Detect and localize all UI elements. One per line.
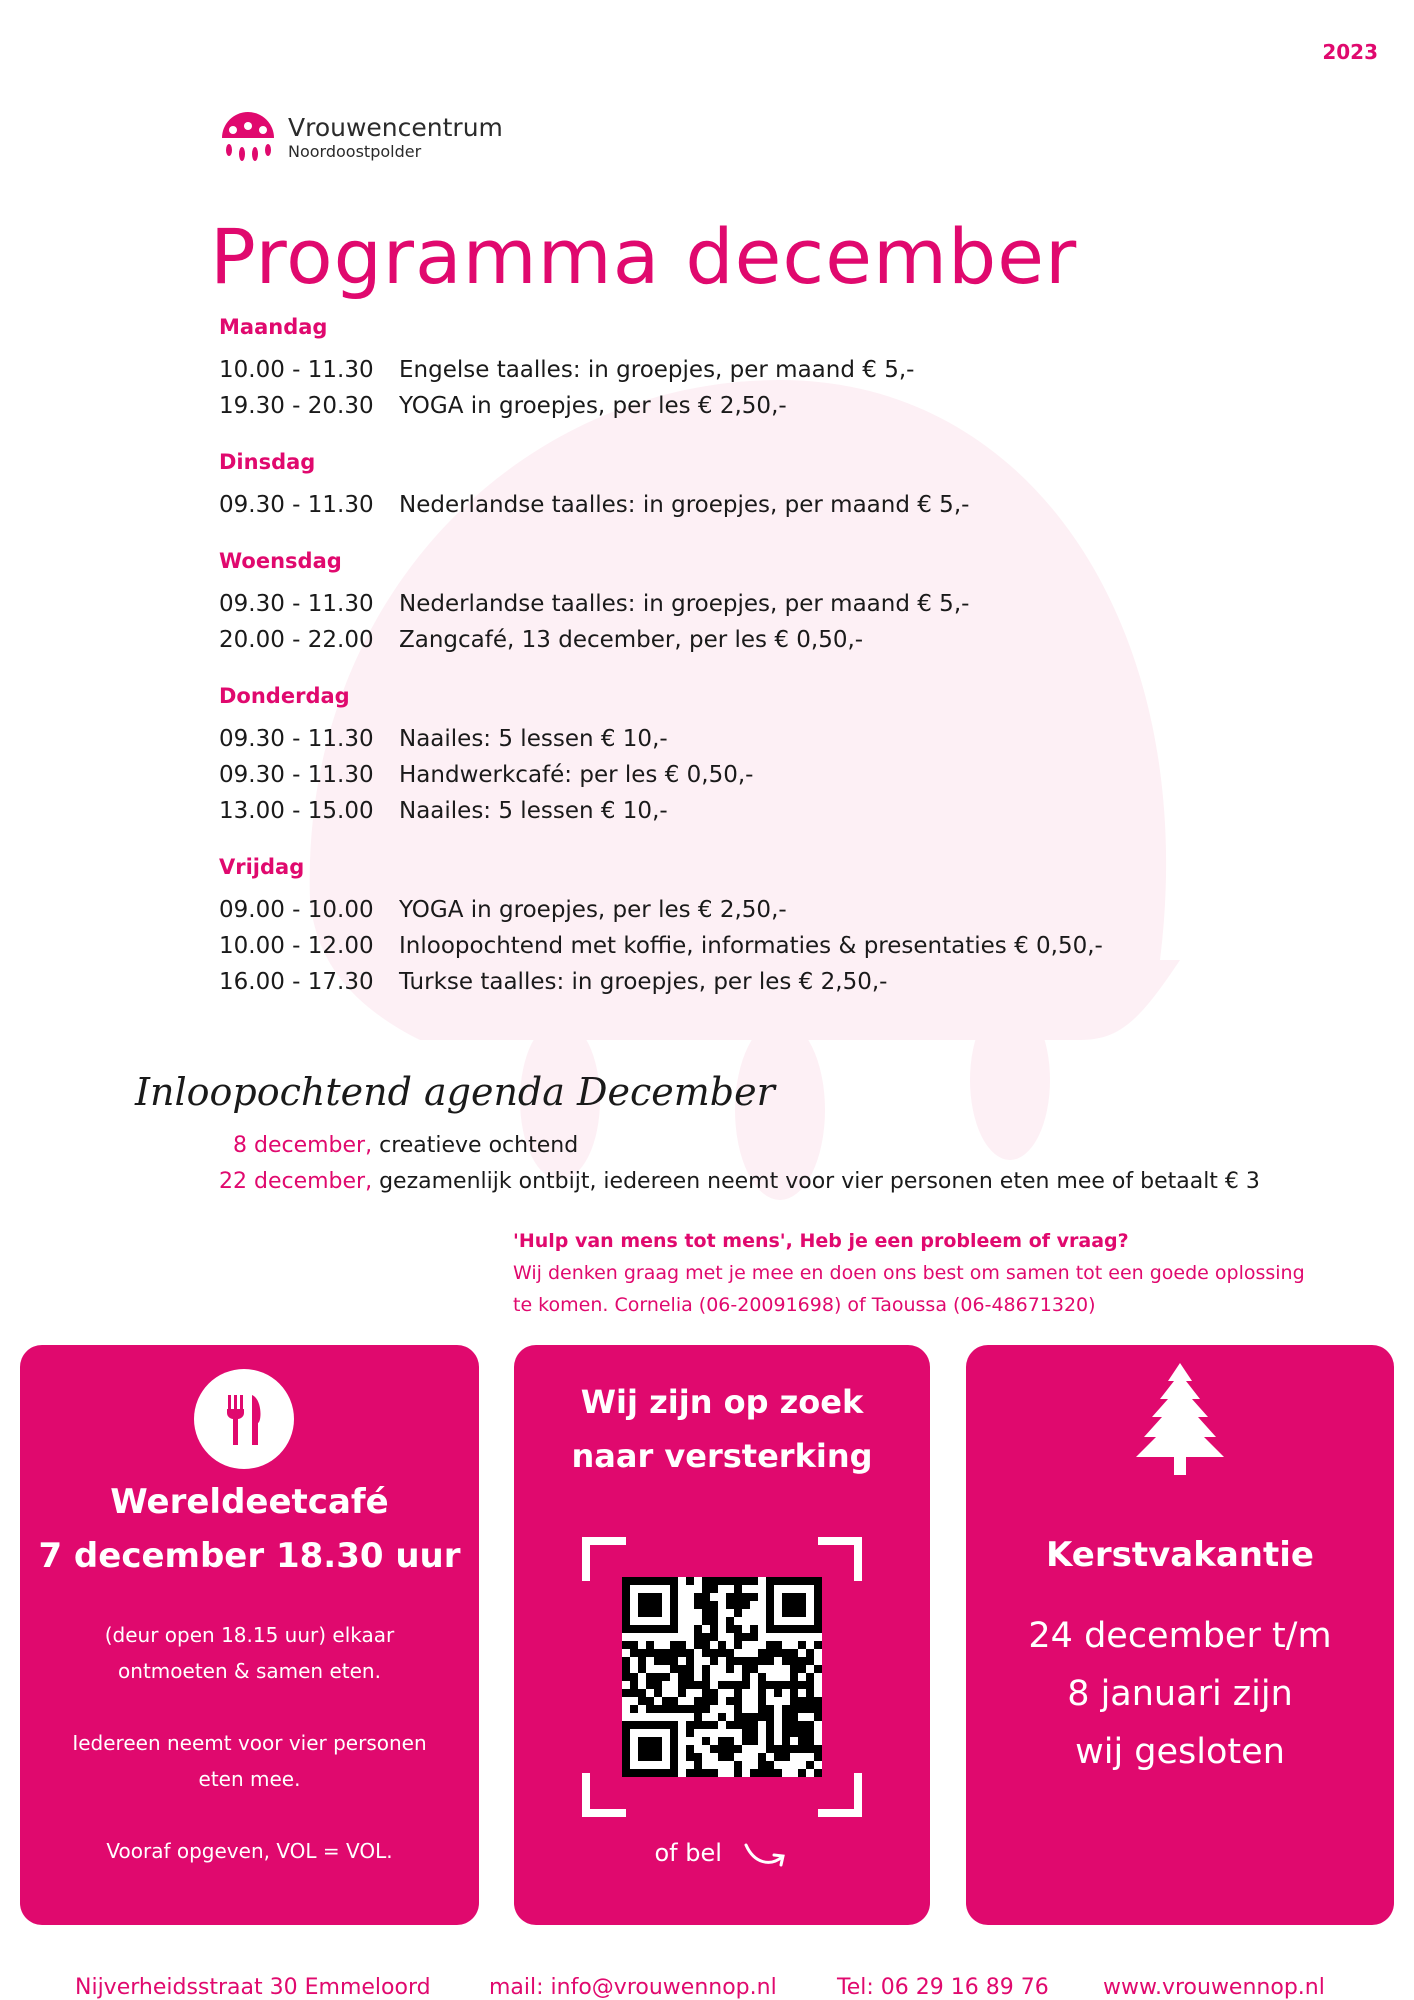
activity: Turkse taalles: in groepjes, per les € 2,50,- <box>399 969 888 995</box>
activity: Naailes: 5 lessen € 10,- <box>399 798 668 824</box>
logo-subtitle: Noordoostpolder <box>288 142 422 162</box>
card-title: Kerstvakantie <box>1046 1535 1314 1575</box>
time: 20.00 - 22.00 <box>219 627 374 653</box>
call-label: of bel <box>654 1839 722 1867</box>
qr-code-frame[interactable] <box>582 1537 862 1817</box>
activity: YOGA in groepjes, per les € 2,50,- <box>399 897 787 923</box>
card-text: eten mee. <box>198 1767 301 1791</box>
day-name: Maandag <box>219 315 328 339</box>
activity: Naailes: 5 lessen € 10,- <box>399 726 668 752</box>
activity: Engelse taalles: in groepjes, per maand € 5,- <box>399 357 915 383</box>
agenda-text: creatieve ochtend <box>379 1133 579 1158</box>
time: 09.30 - 11.30 <box>219 726 374 752</box>
time: 16.00 - 17.30 <box>219 969 374 995</box>
day-name: Woensdag <box>219 549 342 573</box>
help-line: te komen. Cornelia (06-20091698) of Taoussa (06-48671320) <box>513 1294 1096 1316</box>
schedule-row <box>219 721 1103 757</box>
agenda-item <box>219 1128 1260 1164</box>
schedule-row <box>219 928 1103 964</box>
help-title: 'Hulp van mens tot mens', Heb je een probleem of vraag? <box>513 1230 1129 1252</box>
footer-website[interactable]: www.vrouwennop.nl <box>1103 1975 1325 2000</box>
schedule-row <box>219 622 1103 658</box>
vacature-card <box>514 1345 930 1925</box>
brand-logo <box>218 108 503 168</box>
day-tuesday <box>219 450 1103 523</box>
card-date: 7 december 18.30 uur <box>38 1536 461 1576</box>
card-title: naar versterking <box>571 1437 873 1475</box>
day-friday <box>219 855 1103 1000</box>
time: 09.30 - 11.30 <box>219 762 374 788</box>
qr-code[interactable] <box>622 1577 822 1777</box>
footer-phone[interactable]: Tel: 06 29 16 89 76 <box>837 1975 1049 2000</box>
card-text: Iedereen neemt voor vier personen <box>72 1731 427 1755</box>
card-text: 8 januari zijn <box>1067 1674 1293 1714</box>
page-title: Programma december <box>210 212 1078 301</box>
schedule-row <box>219 757 1103 793</box>
activity: YOGA in groepjes, per les € 2,50,- <box>399 393 787 419</box>
day-thursday <box>219 684 1103 829</box>
wereldeetcafe-card <box>20 1345 479 1925</box>
footer-mail[interactable]: mail: info@vrouwennop.nl <box>489 1975 777 2000</box>
agenda-item <box>219 1164 1260 1200</box>
time: 09.30 - 11.30 <box>219 492 374 518</box>
time: 19.30 - 20.30 <box>219 393 374 419</box>
curved-arrow-icon <box>740 1837 790 1871</box>
schedule-row <box>219 892 1103 928</box>
schedule-row <box>219 586 1103 622</box>
card-text: ontmoeten & samen eten. <box>118 1659 381 1683</box>
activity: Inloopochtend met koffie, informaties & presentaties € 0,50,- <box>399 933 1103 959</box>
weekly-schedule <box>219 315 1103 1026</box>
time: 10.00 - 11.30 <box>219 357 374 383</box>
fork-knife-icon <box>194 1369 294 1469</box>
agenda-text: gezamenlijk ontbijt, iedereen neemt voor vier personen eten mee of betaalt € 3 <box>379 1169 1260 1194</box>
activity: Handwerkcafé: per les € 0,50,- <box>399 762 754 788</box>
card-text: wij gesloten <box>1075 1732 1285 1772</box>
card-title: Wereldeetcafé <box>110 1482 389 1522</box>
agenda-date: 22 december, <box>219 1169 373 1194</box>
day-wednesday <box>219 549 1103 658</box>
day-name: Donderdag <box>219 684 350 708</box>
day-name: Dinsdag <box>219 450 316 474</box>
logo-name: Vrouwencentrum <box>288 113 503 143</box>
agenda-date: 8 december, <box>233 1133 373 1158</box>
schedule-row <box>219 793 1103 829</box>
christmas-tree-icon <box>1128 1359 1232 1479</box>
agenda-heading: Inloopochtend agenda December <box>135 1070 775 1114</box>
activity: Nederlandse taalles: in groepjes, per maand € 5,- <box>399 492 970 518</box>
logo-icon <box>218 108 278 168</box>
card-title: Wij zijn op zoek <box>580 1383 864 1421</box>
time: 09.30 - 11.30 <box>219 591 374 617</box>
schedule-row <box>219 487 1103 523</box>
schedule-row <box>219 388 1103 424</box>
card-text: Vooraf opgeven, VOL = VOL. <box>106 1839 393 1863</box>
activity: Nederlandse taalles: in groepjes, per maand € 5,- <box>399 591 970 617</box>
time: 09.00 - 10.00 <box>219 897 374 923</box>
schedule-row <box>219 352 1103 388</box>
kerstvakantie-card <box>966 1345 1394 1925</box>
card-text: 24 december t/m <box>1028 1616 1332 1656</box>
day-name: Vrijdag <box>219 855 305 879</box>
agenda-list <box>219 1128 1260 1200</box>
time: 10.00 - 12.00 <box>219 933 374 959</box>
help-notice <box>513 1225 1363 1321</box>
day-monday <box>219 315 1103 424</box>
help-line: Wij denken graag met je mee en doen ons best om samen tot een goede oplossing <box>513 1262 1305 1284</box>
year-label: 2023 <box>1322 40 1378 64</box>
activity: Zangcafé, 13 december, per les € 0,50,- <box>399 627 864 653</box>
time: 13.00 - 15.00 <box>219 798 374 824</box>
schedule-row <box>219 964 1103 1000</box>
card-text: (deur open 18.15 uur) elkaar <box>104 1623 395 1647</box>
footer-address: Nijverheidsstraat 30 Emmeloord <box>75 1975 431 2000</box>
